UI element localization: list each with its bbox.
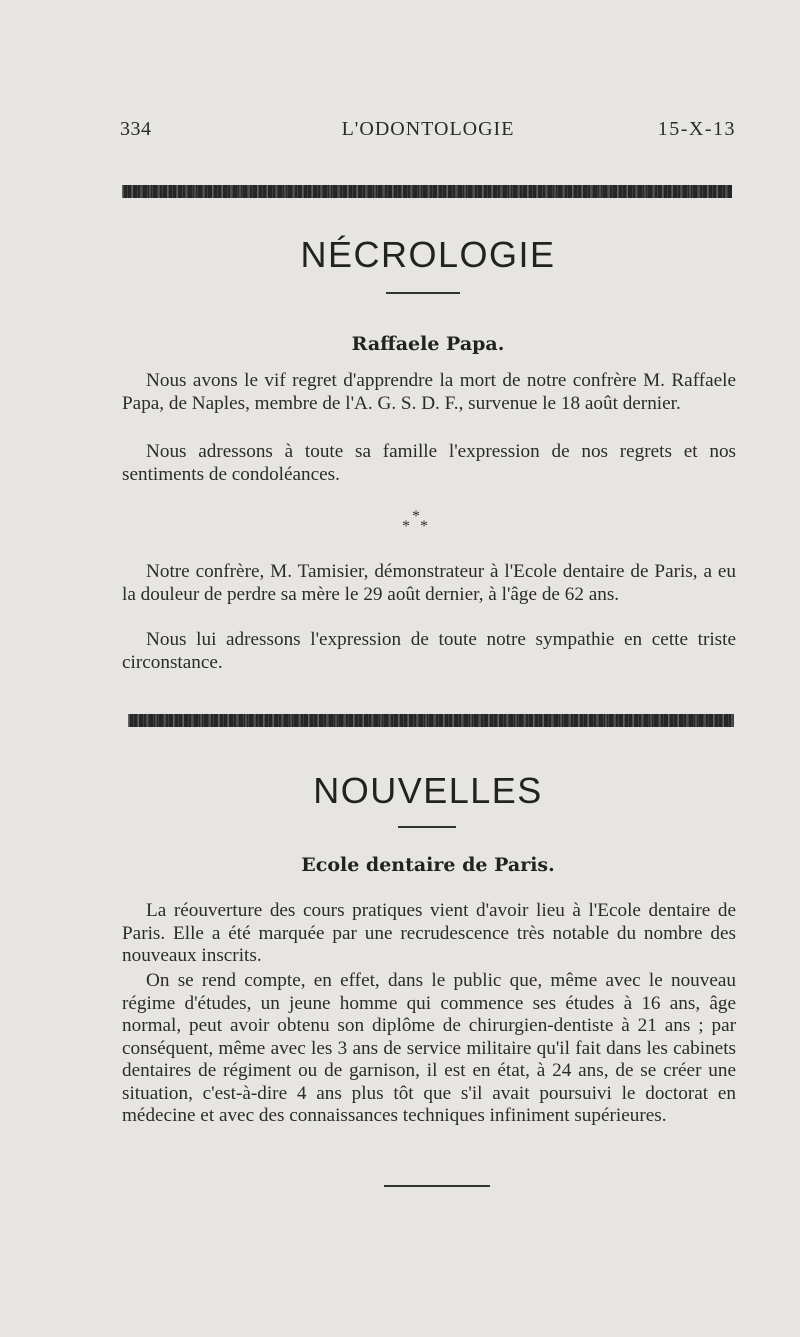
paragraph: La réouverture des cours pratiques vient d'avoir lieu à l'Ecole dentaire de Paris. Elle a été marquée par une recrudescence très notable du nombre des nouveaux inscrits. (122, 900, 736, 966)
end-rule (384, 1185, 490, 1187)
asterisk: * (402, 518, 410, 535)
paragraph: Nous adressons à toute sa famille l'expression de nos regrets et nos sentiments de condoléances. (122, 441, 736, 485)
title-rule (386, 292, 460, 294)
issue-date: 15-X-13 (657, 118, 736, 140)
title-rule (398, 826, 456, 828)
section-title-nouvelles: NOUVELLES (313, 770, 543, 811)
journal-title: L'ODONTOLOGIE (341, 118, 515, 140)
subheading-raffaele-papa: Raffaele Papa. (351, 333, 505, 355)
paragraph: Nous lui adressons l'expression de toute notre sympathie en cette triste circonstance. (122, 629, 736, 673)
running-head (120, 118, 736, 148)
section-title-necrologie: NÉCROLOGIE (300, 234, 556, 275)
ornamental-band-middle (128, 714, 734, 727)
paragraph: On se rend compte, en effet, dans le public que, même avec le nouveau régime d'études, un jeune homme qui commence ses études à 16 ans, âge normal, peut avoir obtenu son diplôme de chirurgien-dentiste à 21 ans ; par conséquent, même avec les 3 ans de service militaire qu'il fait dans les cabinets dentaires de régiment ou de garnison, il est en état, à 24 ans, de se créer une situation, c'est-à-dire 4 ans plus tôt que s'il avait poursuivi le doctorat en médecine et avec des connaissances techniques infiniment supérieures. (122, 970, 736, 1126)
ornamental-band-top (122, 185, 732, 198)
page-number: 334 (120, 118, 152, 140)
asterisk: * (420, 518, 428, 535)
paragraph: Notre confrère, M. Tamisier, démonstrateur à l'Ecole dentaire de Paris, a eu la douleur de perdre sa mère le 29 août dernier, à l'âge de 62 ans. (122, 561, 736, 605)
asterism (400, 508, 440, 538)
subheading-ecole-dentaire: Ecole dentaire de Paris. (301, 854, 555, 876)
paragraph: Nous avons le vif regret d'apprendre la mort de notre confrère M. Raffaele Papa, de Naples, membre de l'A. G. S. D. F., survenue le 18 août dernier. (122, 370, 736, 414)
asterisk: * (412, 508, 420, 525)
